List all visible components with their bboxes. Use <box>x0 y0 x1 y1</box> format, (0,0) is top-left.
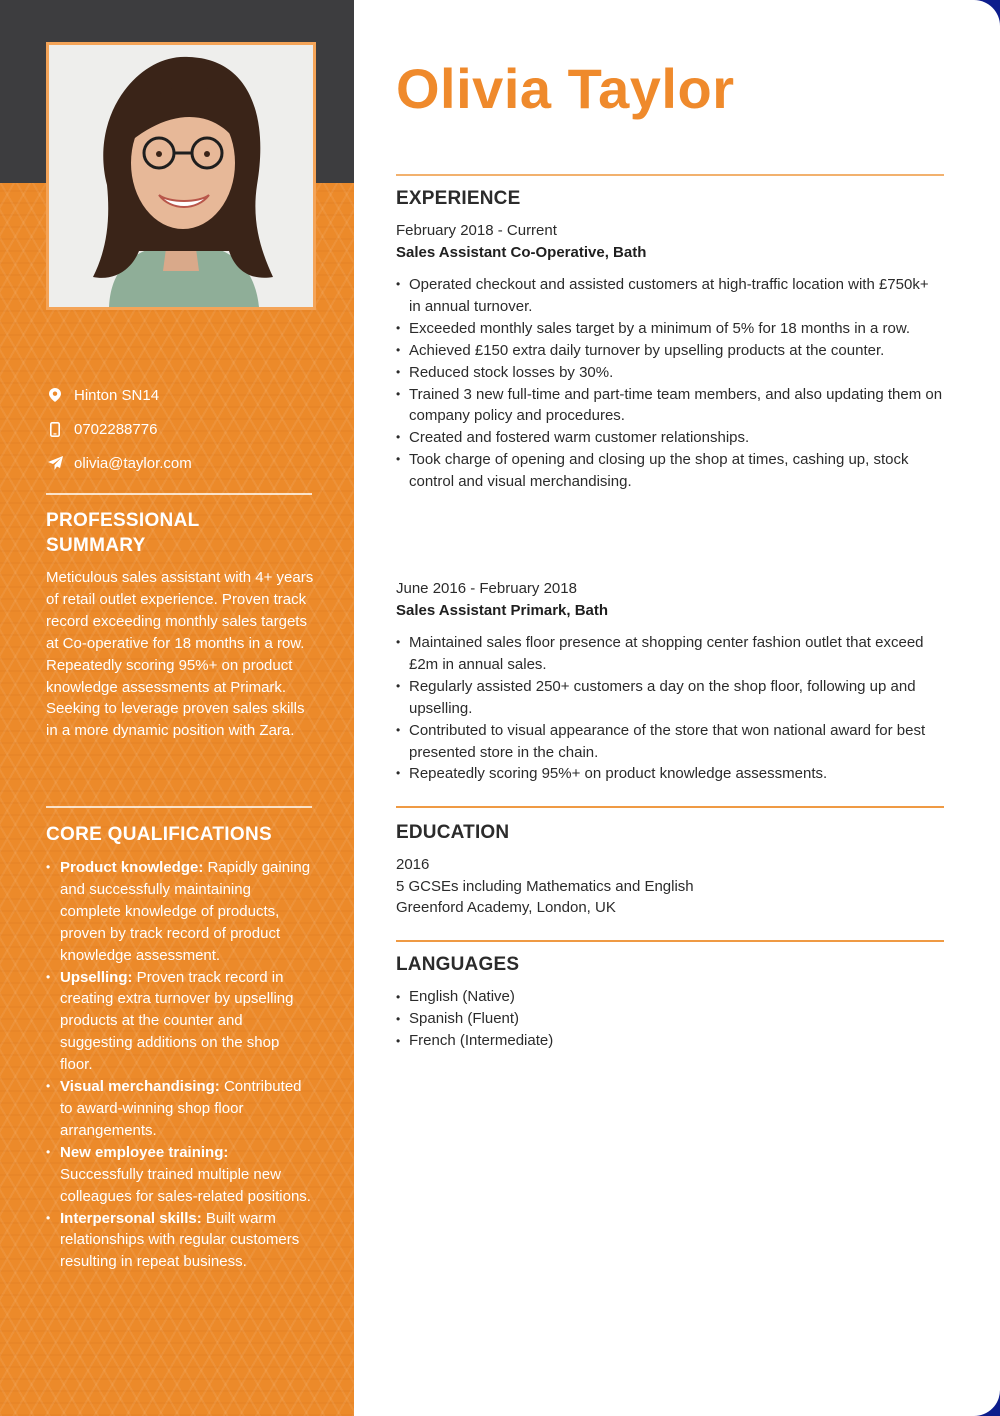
portrait-illustration <box>49 45 313 307</box>
qualification-text: Built warm relationships with regular customers resulting in repeat business. <box>60 1209 300 1271</box>
experience-heading: EXPERIENCE <box>396 188 521 209</box>
list-item: • French (Intermediate) <box>396 1030 944 1052</box>
section-divider <box>396 806 944 808</box>
list-item: • Achieved £150 extra daily turnover by upselling products at the counter. <box>396 340 944 362</box>
list-item: • Created and fostered warm customer relationships. <box>396 427 944 449</box>
list-item <box>46 1076 314 1142</box>
contact-phone <box>46 412 316 446</box>
education-heading: EDUCATION <box>396 822 510 843</box>
contact-email[interactable] <box>46 446 316 480</box>
qualifications-list <box>46 857 314 1273</box>
list-item <box>46 1142 314 1208</box>
summary-text: Meticulous sales assistant with 4+ years of retail outlet experience. Proven track record exceeding monthly sales targets at Co-operative for 18 months in a row. Repeatedly scoring 95%+ on product knowledge assessments at Primark. Seeking to leverage proven sales skills in a more dynamic position with Zara. <box>46 569 314 740</box>
list-item: • Repeatedly scoring 95%+ on product knowledge assessments. <box>396 763 944 785</box>
list-item <box>46 1208 314 1274</box>
send-icon <box>46 456 64 470</box>
list-item: • Maintained sales floor presence at shopping center fashion outlet that exceed £2m in annual sales. <box>396 632 944 676</box>
job-entry <box>396 220 944 493</box>
contact-location-text: Hinton SN14 <box>74 386 160 404</box>
qualification-label: Product knowledge: <box>60 859 204 876</box>
contact-phone-text: 0702288776 <box>74 420 158 438</box>
candidate-name: Olivia Taylor <box>396 57 735 120</box>
contact-list <box>46 378 316 480</box>
job-dates: February 2018 - Current <box>396 222 557 239</box>
list-item: • Took charge of opening and closing up the shop at times, cashing up, stock control and visual merchandising. <box>396 449 944 493</box>
list-item: • Exceeded monthly sales target by a minimum of 5% for 18 months in a row. <box>396 318 944 340</box>
section-divider <box>396 940 944 942</box>
profile-photo <box>49 45 313 307</box>
list-item: • English (Native) <box>396 986 944 1008</box>
languages-heading: LANGUAGES <box>396 954 520 975</box>
qualification-text: Successfully trained multiple new colleagues for sales-related positions. <box>60 1165 311 1205</box>
qualification-label: Visual merchandising: <box>60 1078 220 1096</box>
list-item: • Contributed to visual appearance of the store that won national award for best presented store in the chain. <box>396 720 944 764</box>
job-dates: June 2016 - February 2018 <box>396 580 577 597</box>
qualification-label: Interpersonal skills: <box>60 1209 202 1227</box>
sidebar-divider <box>46 493 312 495</box>
list-item: • Reduced stock losses by 30%. <box>396 362 944 384</box>
profile-photo-frame <box>46 42 316 310</box>
qualifications-heading: CORE QUALIFICATIONS <box>46 824 272 845</box>
education-entry <box>396 854 944 919</box>
list-item: • Regularly assisted 250+ customers a day on the shop floor, following up and upselling. <box>396 676 944 720</box>
list-item <box>46 967 314 1077</box>
location-pin-icon <box>46 388 64 402</box>
summary-heading: PROFESSIONAL SUMMARY <box>46 510 200 556</box>
section-divider <box>396 174 944 176</box>
contact-email-link[interactable]: olivia@taylor.com <box>74 454 192 472</box>
languages-list <box>396 986 944 1052</box>
phone-icon <box>46 422 64 437</box>
qualification-text: Contributed to award-winning shop floor arrangements. <box>60 1078 302 1139</box>
sidebar <box>0 0 354 1416</box>
job-title: Sales Assistant Co-Operative, Bath <box>396 244 647 261</box>
education-school: Greenford Academy, London, UK <box>396 899 616 916</box>
job-bullets <box>396 632 944 785</box>
qualification-label: New employee training: <box>60 1143 229 1161</box>
qualification-text: Rapidly gaining and successfully maintaining complete knowledge of products, proven by track record of product knowledge assessment. <box>60 859 311 964</box>
education-qualification: 5 GCSEs including Mathematics and English <box>396 877 694 895</box>
education-year: 2016 <box>396 856 430 873</box>
qualification-text: Proven track record in creating extra turnover by upselling products at the counter and suggesting additions on the shop floor. <box>60 968 294 1074</box>
list-item: • Spanish (Fluent) <box>396 1008 944 1030</box>
qualification-label: Upselling: <box>60 968 133 986</box>
contact-location <box>46 378 316 412</box>
list-item <box>46 857 314 967</box>
list-item: • Trained 3 new full-time and part-time team members, and also updating them on company policy and procedures. <box>396 384 944 428</box>
list-item: • Operated checkout and assisted customers at high-traffic location with £750k+ in annual turnover. <box>396 274 944 318</box>
job-entry <box>396 578 944 785</box>
job-title: Sales Assistant Primark, Bath <box>396 602 609 619</box>
job-bullets <box>396 274 944 493</box>
sidebar-divider <box>46 806 312 808</box>
